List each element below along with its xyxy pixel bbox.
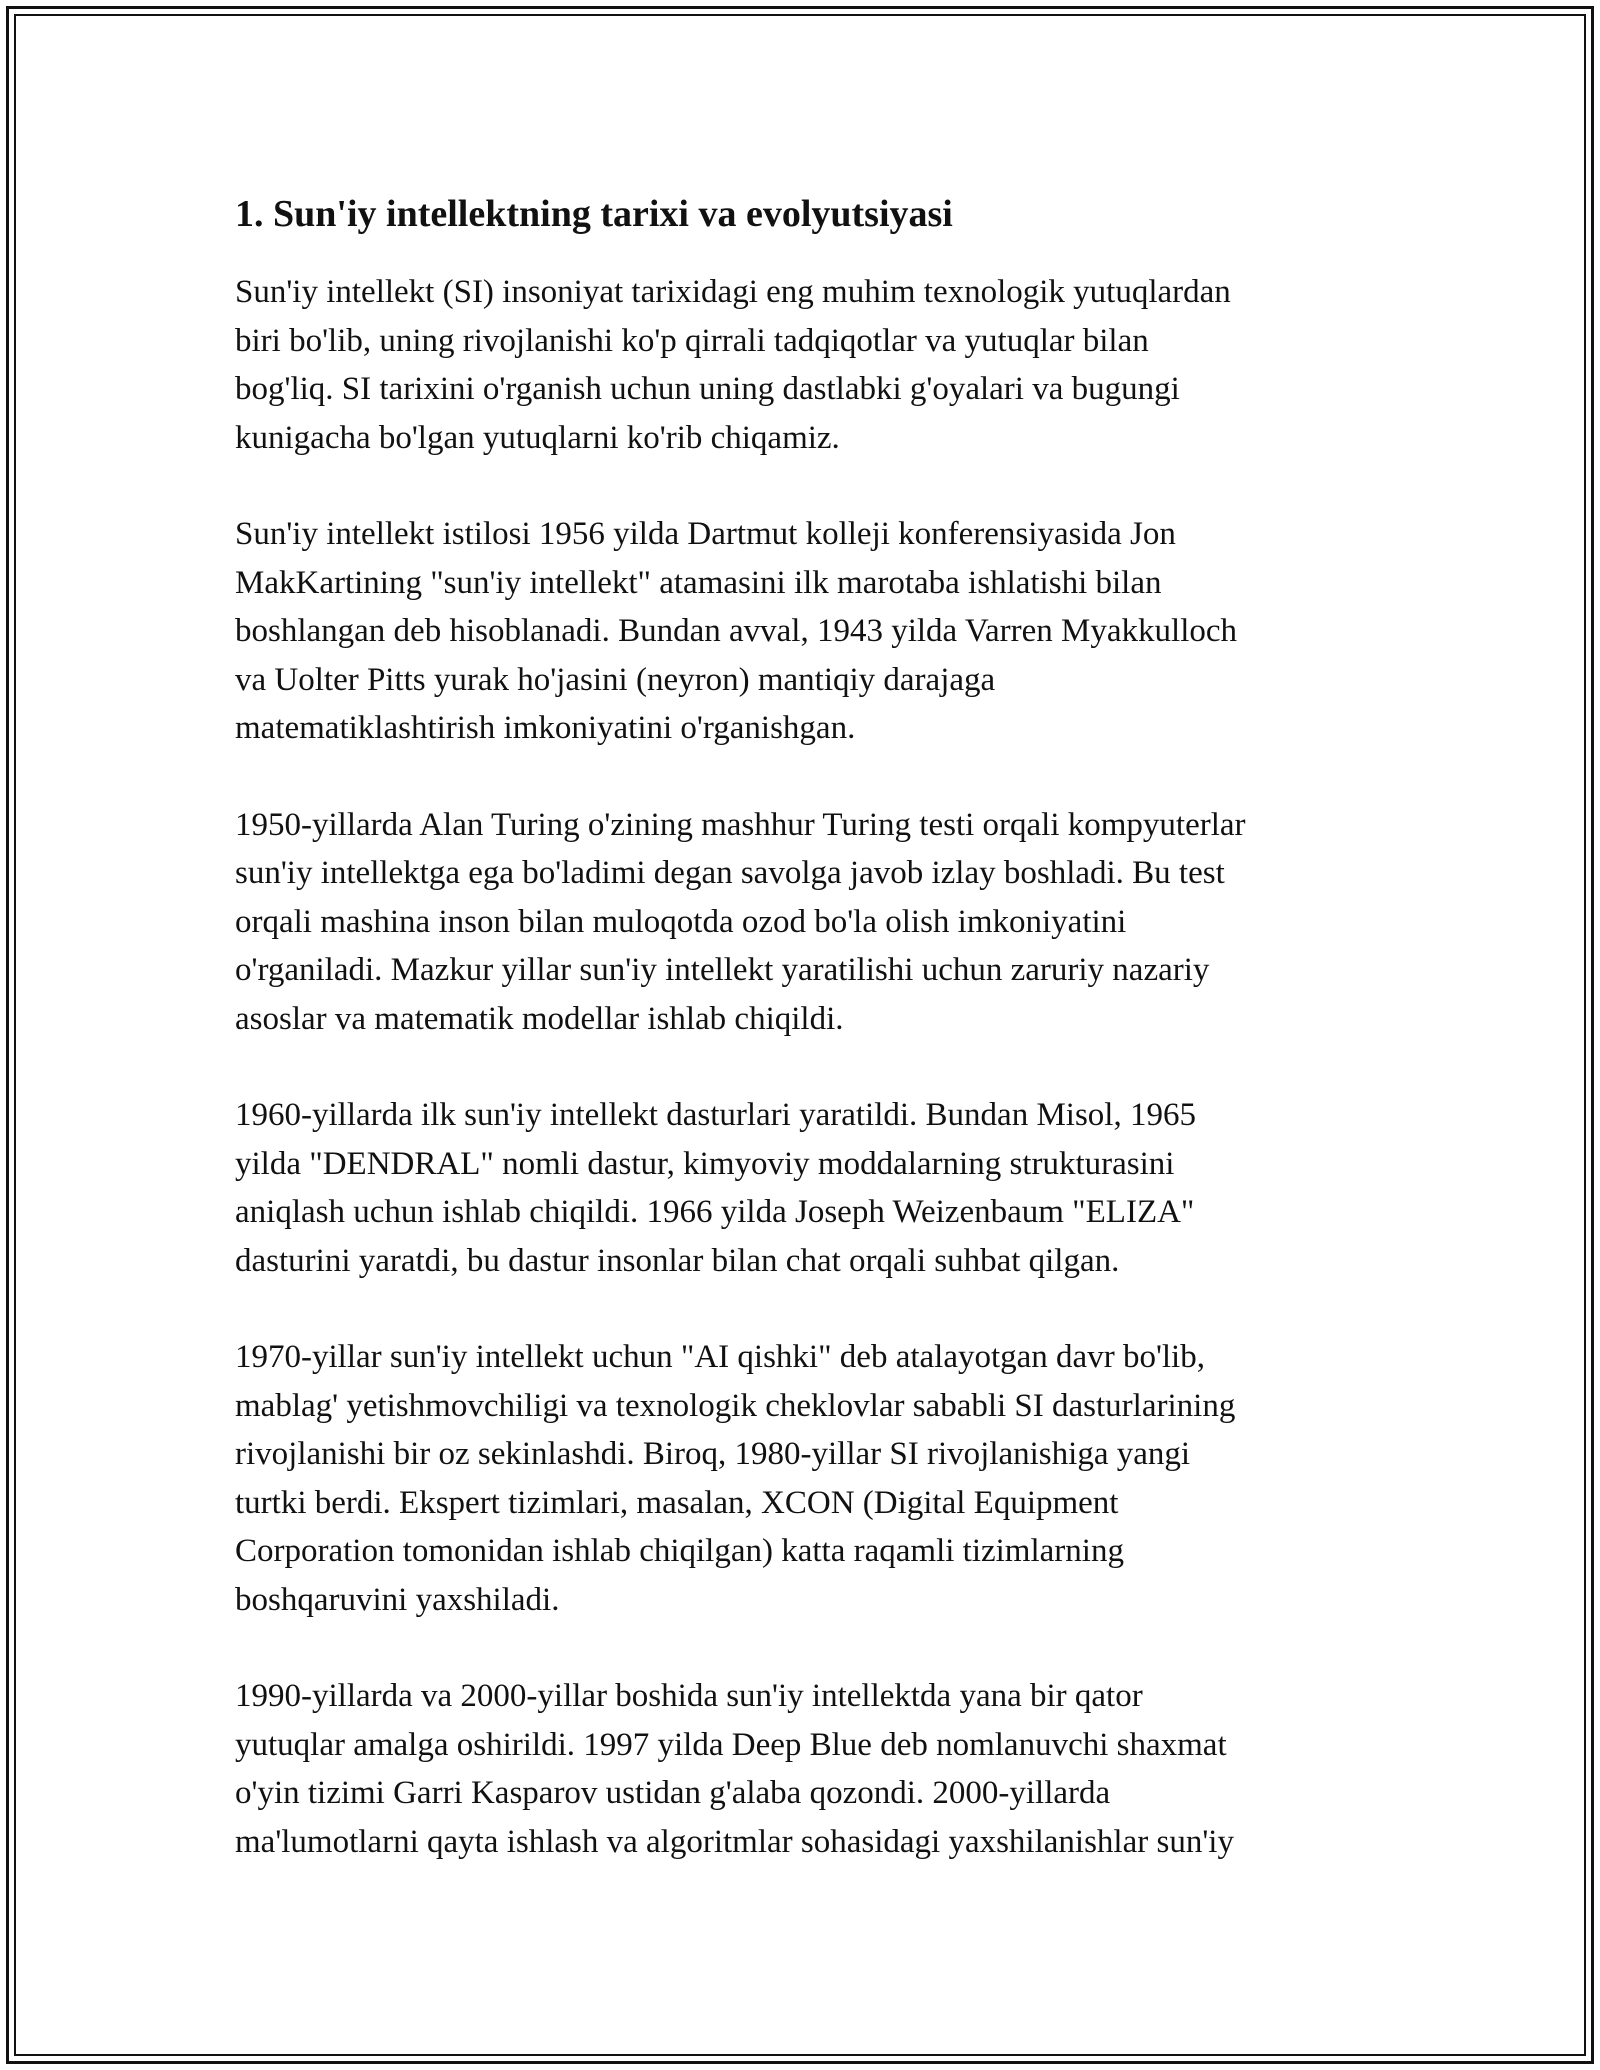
document-body xyxy=(235,186,1370,1914)
paragraph-1990s xyxy=(235,1672,1370,1866)
text-line: MakKartining "sun'iy intellekt" atamasini ilk marotaba ishlatishi bilan xyxy=(235,564,1162,601)
paragraph-intro xyxy=(235,268,1370,462)
text-line: matematiklashtirish imkoniyatini o'rganishgan. xyxy=(235,710,856,746)
text-line: dasturini yaratdi, bu dastur insonlar bilan chat orqali suhbat qilgan. xyxy=(235,1242,1120,1279)
text-line: Sun'iy intellekt (SI) insoniyat tarixidagi eng muhim texnologik yutuqlardan xyxy=(235,274,1231,310)
section-heading: 1. Sun'iy intellektning tarixi va evolyutsiyasi xyxy=(235,193,953,235)
paragraph-1956 xyxy=(235,510,1370,753)
text-line: 1990-yillarda va 2000-yillar boshida sun'iy intellektda yana bir qator xyxy=(235,1678,1143,1714)
text-line: 1950-yillarda Alan Turing o'zining mashhur Turing testi orqali kompyuterlar xyxy=(235,806,1246,843)
text-line: biri bo'lib, uning rivojlanishi ko'p qirrali tadqiqotlar va yutuqlar bilan xyxy=(235,322,1149,359)
text-line: aniqlash uchun ishlab chiqildi. 1966 yilda Joseph Weizenbaum "ELIZA" xyxy=(235,1194,1195,1230)
text-line: mablag' yetishmovchiligi va texnologik cheklovlar sababli SI dasturlarining xyxy=(235,1387,1236,1424)
paragraph-1950s xyxy=(235,801,1370,1044)
text-line: 1960-yillarda ilk sun'iy intellekt dasturlari yaratildi. Bundan Misol, 1965 xyxy=(235,1097,1196,1133)
text-line: bog'liq. SI tarixini o'rganish uchun uning dastlabki g'oyalari va bugungi xyxy=(235,371,1180,407)
text-line: yilda "DENDRAL" nomli dastur, kimyoviy moddalarning strukturasini xyxy=(235,1145,1175,1182)
paragraph-1960s xyxy=(235,1091,1370,1285)
text-line: va Uolter Pitts yurak ho'jasini (neyron) mantiqiy darajaga xyxy=(235,661,996,698)
text-line: Corporation tomonidan ishlab chiqilgan) katta raqamli tizimlarning xyxy=(235,1533,1124,1569)
paragraph-1970s xyxy=(235,1333,1370,1624)
text-line: boshlangan deb hisoblanadi. Bundan avval, 1943 yilda Varren Myakkulloch xyxy=(235,613,1238,649)
text-line: boshqaruvini yaxshiladi. xyxy=(235,1581,560,1618)
text-line: o'rganiladi. Mazkur yillar sun'iy intellekt yaratilishi uchun zaruriy nazariy xyxy=(235,952,1210,988)
text-line: asoslar va matematik modellar ishlab chiqildi. xyxy=(235,1000,844,1037)
text-line: o'yin tizimi Garri Kasparov ustidan g'alaba qozondi. 2000-yillarda xyxy=(235,1775,1111,1811)
text-line: sun'iy intellektga ega bo'ladimi degan savolga javob izlay boshladi. Bu test xyxy=(235,855,1225,891)
text-line: orqali mashina inson bilan muloqotda ozod bo'la olish imkoniyatini xyxy=(235,903,1127,940)
text-line: turtki berdi. Ekspert tizimlari, masalan, XCON (Digital Equipment xyxy=(235,1484,1119,1521)
text-line: yutuqlar amalga oshirildi. 1997 yilda Deep Blue deb nomlanuvchi shaxmat xyxy=(235,1726,1227,1763)
text-line: ma'lumotlarni qayta ishlash va algoritmlar sohasidagi yaxshilanishlar sun'iy xyxy=(235,1823,1234,1860)
text-line: Sun'iy intellekt istilosi 1956 yilda Dartmut kolleji konferensiyasida Jon xyxy=(235,516,1176,552)
text-line: rivojlanishi bir oz sekinlashdi. Biroq, 1980-yillar SI rivojlanishiga yangi xyxy=(235,1436,1191,1472)
text-line: kunigacha bo'lgan yutuqlarni ko'rib chiqamiz. xyxy=(235,419,840,456)
text-line: 1970-yillar sun'iy intellekt uchun "AI qishki" deb atalayotgan davr bo'lib, xyxy=(235,1339,1205,1375)
